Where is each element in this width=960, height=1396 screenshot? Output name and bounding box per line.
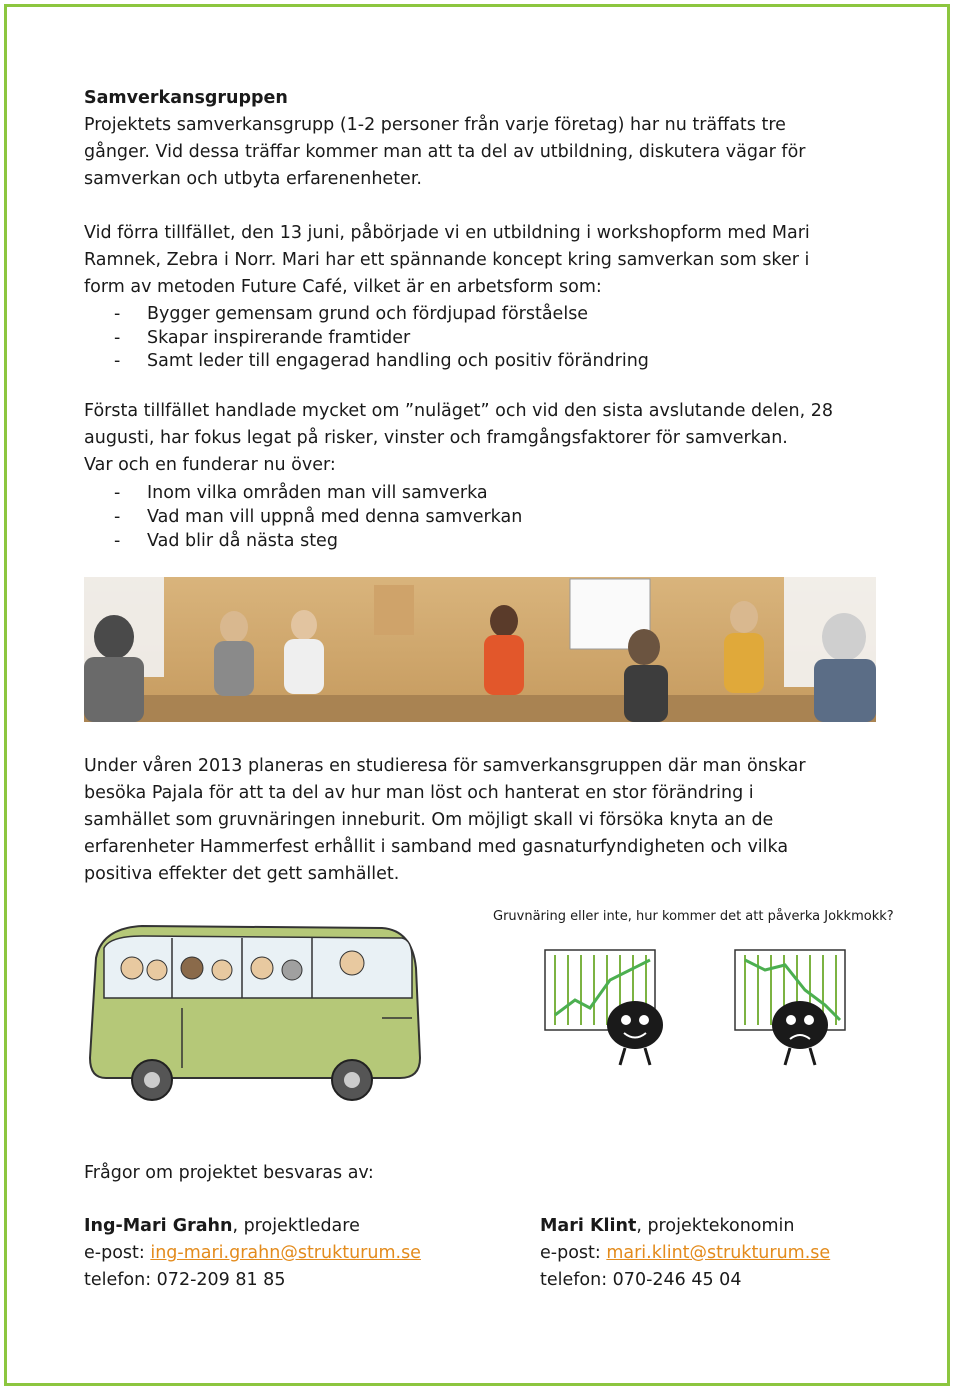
para2-line-2: Ramnek, Zebra i Norr. Mari har ett spännande koncept kring samverkan som sker i [84,250,810,270]
contact-heading: Frågor om projektet besvaras av: [84,1163,374,1183]
list2-item-2: Vad man vill uppnå med denna samverkan [147,507,523,527]
bullet-dash: - [114,304,121,324]
contact-2-name: Mari Klint [540,1216,637,1236]
email-label: e-post: [540,1243,607,1263]
list1-item-1: Bygger gemensam grund och fördjupad förståelse [147,304,589,324]
para3-line-3: Var och en funderar nu över: [84,455,336,475]
para4-line-5: positiva effekter det gett samhället. [84,864,400,884]
para2-line-1: Vid förra tillfället, den 13 juni, påbörjade vi en utbildning i workshopform med Mari [84,223,810,243]
para4-line-4: erfarenheter Hammerfest erhållit i samband med gasnaturfyndigheten och vilka [84,837,789,857]
section-heading: Samverkansgruppen [84,88,288,108]
list1-item-2: Skapar inspirerande framtider [147,328,411,348]
contact-1-email-link[interactable]: ing-mari.grahn@strukturum.se [150,1243,421,1263]
intro-line-1: Projektets samverkansgrupp (1-2 personer från varje företag) har nu träffats tre [84,115,786,135]
contact-1-phone: telefon: 072-209 81 85 [84,1270,286,1290]
para4-line-1: Under våren 2013 planeras en studieresa för samverkansgruppen där man önskar [84,756,806,776]
bullet-dash: - [114,483,121,503]
list2-item-3: Vad blir då nästa steg [147,531,338,551]
para4-line-3: samhället som gruvnäringen inneburit. Om möjligt skall vi försöka knyta an de [84,810,774,830]
contact-1-name: Ing-Mari Grahn [84,1216,233,1236]
contact-1-title [84,1213,360,1240]
contact-1-role: , projektledare [232,1216,360,1236]
bullet-dash: - [114,507,121,527]
para3-line-2: augusti, har fokus legat på risker, vinster och framgångsfaktorer för samverkan. [84,428,788,448]
bullet-dash: - [114,351,121,371]
contact-2-title [540,1213,795,1240]
intro-line-2: gånger. Vid dessa träffar kommer man att ta del av utbildning, diskutera vägar för [84,142,806,162]
bullet-dash: - [114,531,121,551]
contact-2-phone: telefon: 070-246 45 04 [540,1270,742,1290]
sad-chart-illustration [730,940,870,1070]
bus-illustration [82,918,442,1108]
illustration-caption: Gruvnäring eller inte, hur kommer det att påverka Jokkmokk? [493,909,894,924]
bullet-dash: - [114,328,121,348]
contact-2-email-line [540,1240,830,1267]
workshop-photo [84,577,876,722]
email-label: e-post: [84,1243,151,1263]
para2-line-3: form av metoden Future Café, vilket är en arbetsform som: [84,277,602,297]
intro-line-3: samverkan och utbyta erfarenenheter. [84,169,422,189]
contact-2-email-link[interactable]: mari.klint@strukturum.se [606,1243,831,1263]
list2-item-1: Inom vilka områden man vill samverka [147,483,488,503]
happy-chart-illustration [540,940,680,1070]
contact-1-email-line [84,1240,421,1267]
para3-line-1: Första tillfället handlade mycket om ”nuläget” och vid den sista avslutande delen, 28 [84,401,834,421]
contact-2-role: , projektekonomin [636,1216,795,1236]
list1-item-3: Samt leder till engagerad handling och positiv förändring [147,351,649,371]
para4-line-2: besöka Pajala för att ta del av hur man löst och hanterat en stor förändring i [84,783,754,803]
